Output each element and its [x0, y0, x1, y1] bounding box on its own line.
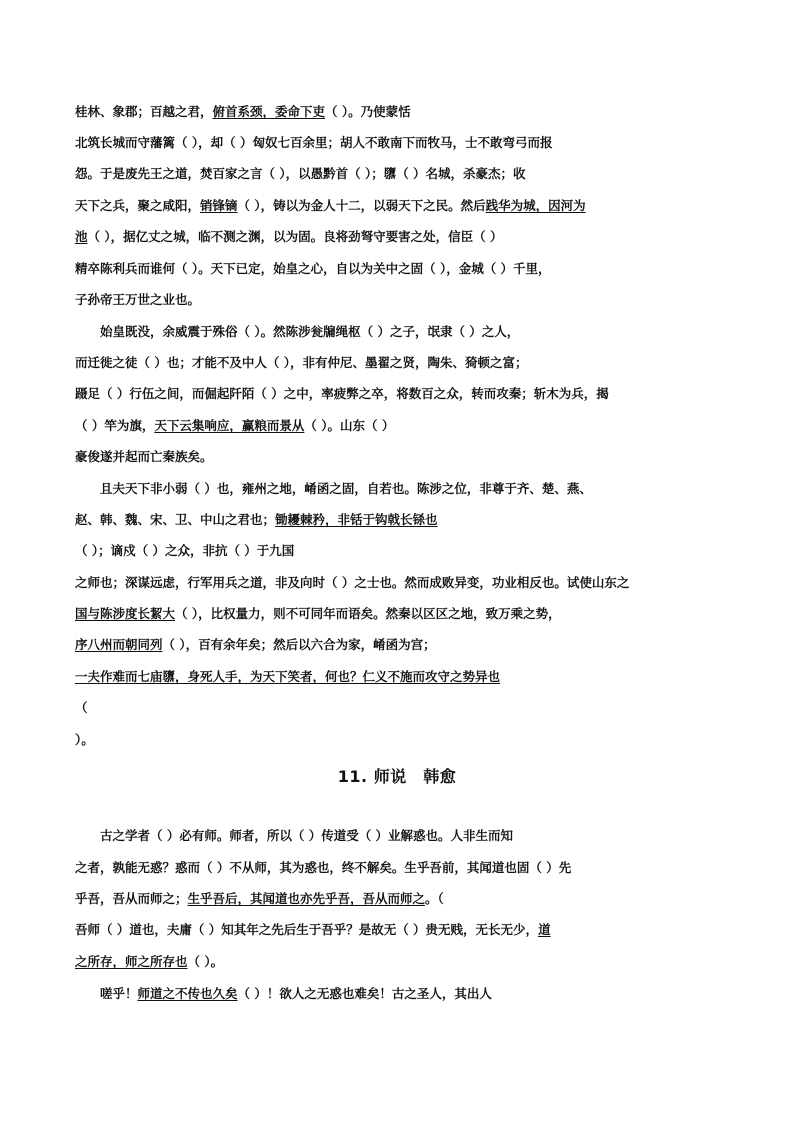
- text-line: [100, 324, 725, 340]
- text-segment: （: [75, 700, 88, 715]
- text-segment: （ ）；谪戍（ ）之众，非抗（ ）于九国: [75, 543, 295, 558]
- underlined-phrase: 生乎吾后，其闻道也亦先乎吾，吾从而师之: [187, 891, 426, 906]
- text-line: [75, 292, 725, 308]
- text-line: [75, 669, 725, 685]
- underlined-phrase: 道: [538, 922, 551, 937]
- text-segment: （ ），铸以为金人十二，以弱天下之民。然后: [237, 198, 486, 213]
- text-line: [75, 418, 725, 434]
- text-segment: 之者，孰能无惑？惑而（ ）不从师，其为惑也，终不解矣。生乎吾前，其闻道也固（ ）先: [75, 860, 572, 875]
- underlined-phrase: 俯首系颈，委命下吏: [212, 104, 326, 119]
- text-line: [75, 355, 725, 371]
- text-segment: （ ）。: [187, 954, 224, 969]
- text-line: [100, 828, 725, 844]
- text-segment: （ ）。山东（ ）: [304, 418, 395, 433]
- text-segment: （ ）。乃使蒙恬: [325, 104, 411, 119]
- text-line: [75, 954, 725, 970]
- underlined-phrase: 师道之不传也久矣: [137, 986, 238, 1001]
- text-segment: 古之学者（ ）必有师。师者，所以（ ）传道受（ ）业解惑也。人非生而知: [100, 828, 514, 843]
- text-line: [75, 386, 725, 402]
- text-line: [75, 860, 725, 876]
- text-segment: 吾师（ ）道也，夫庸（ ）知其年之先后生于吾乎？是故无（ ）贵无贱，无长无少，: [75, 922, 539, 937]
- underlined-phrase: 池: [75, 229, 88, 244]
- text-segment: 桂林、象郡；百越之君，: [75, 104, 213, 119]
- text-line: [75, 261, 725, 277]
- text-segment: 嗟乎！: [100, 986, 138, 1001]
- text-line: [75, 449, 725, 465]
- text-segment: （ ），百有余年矣；然后以六合为家，崤函为宫；: [162, 637, 436, 652]
- text-line: [100, 481, 725, 497]
- text-line: [100, 986, 725, 1002]
- text-segment: 乎吾，吾从而师之；: [75, 891, 188, 906]
- text-segment: 。（: [425, 891, 444, 906]
- text-line: [75, 700, 725, 716]
- underlined-phrase: 锄耰棘矜，非铦于钩戟长铩也: [275, 512, 438, 527]
- text-segment: 始皇既没，余威震于殊俗（ ）。然陈涉瓮牖绳枢（ ）之子，氓隶（ ）之人，: [100, 324, 520, 339]
- underlined-phrase: 践华为城，因河为: [485, 198, 586, 213]
- text-line: [75, 637, 725, 653]
- text-line: [75, 512, 725, 528]
- underlined-phrase: 销锋镝: [200, 198, 238, 213]
- text-line: [75, 606, 725, 622]
- text-segment: 之师也；深谋远虑，行军用兵之道，非及向时（ ）之士也。然而成败异变，功业相反也。试使山东之: [75, 575, 630, 590]
- text-segment: 北筑长城而守藩篱（ ），却（ ）匈奴七百余里；胡人不敢南下而牧马，士不敢弯弓而报: [75, 135, 553, 150]
- text-segment: ）。: [75, 732, 94, 747]
- underlined-phrase: 天下云集响应，赢粮而景从: [154, 418, 305, 433]
- text-segment: （ ），比权量力，则不可同年而语矣。然秦以区区之地，致万乘之势，: [175, 606, 561, 621]
- text-segment: 而迁徙之徒（ ）也；才能不及中人（ ），非有仲尼、墨翟之贤，陶朱、猗顿之富；: [75, 355, 528, 370]
- underlined-phrase: 序八州而朝同列: [75, 637, 163, 652]
- text-line: [75, 104, 725, 120]
- section-title: 11. 师说 韩愈: [337, 767, 457, 786]
- underlined-phrase: 一夫作难而七庙隳，身死人手，为天下笑者，何也？仁义不施而攻守之势异也: [75, 669, 501, 684]
- text-line: [75, 135, 725, 151]
- text-segment: 子孙帝王万世之业也。: [75, 292, 201, 307]
- text-segment: （ ），据亿丈之城，临不测之渊，以为固。良将劲弩守要害之处，信臣（ ）: [87, 229, 503, 244]
- text-line: [75, 166, 725, 182]
- text-line: [75, 732, 725, 748]
- underlined-phrase: 之所存，师之所存也: [75, 954, 188, 969]
- text-line: [75, 229, 725, 245]
- text-line: [75, 543, 725, 559]
- text-segment: 豪俊遂并起而亡秦族矣。: [75, 449, 213, 464]
- text-segment: 赵、韩、魏、宋、卫、中山之君也；: [75, 512, 276, 527]
- text-line: [75, 575, 725, 591]
- text-line: [75, 891, 725, 907]
- text-segment: 精卒陈利兵而谁何（ ）。天下已定，始皇之心，自以为关中之固（ ），金城（ ）千里，: [75, 261, 551, 276]
- text-segment: 怨。于是废先王之道，焚百家之言（ ），以愚黔首（ ）；隳（ ）名城，杀豪杰；收: [75, 166, 526, 181]
- text-segment: （ ）！欲人之无惑也难矣！古之圣人，其出人: [237, 986, 492, 1001]
- text-segment: 且夫天下非小弱（ ）也，雍州之地，崤函之固，自若也。陈涉之位，非尊于齐、楚、燕、: [100, 481, 592, 496]
- underlined-phrase: 国与陈涉度长絜大: [75, 606, 176, 621]
- text-segment: 蹑足（ ）行伍之间，而倔起阡陌（ ）之中，率疲弊之卒，将数百之众，转而攻秦；斩木为兵，揭: [75, 386, 609, 401]
- text-line: [75, 198, 725, 214]
- text-line: [75, 922, 725, 938]
- text-segment: 天下之兵，聚之咸阳，: [75, 198, 201, 213]
- text-segment: （ ）竿为旗，: [75, 418, 155, 433]
